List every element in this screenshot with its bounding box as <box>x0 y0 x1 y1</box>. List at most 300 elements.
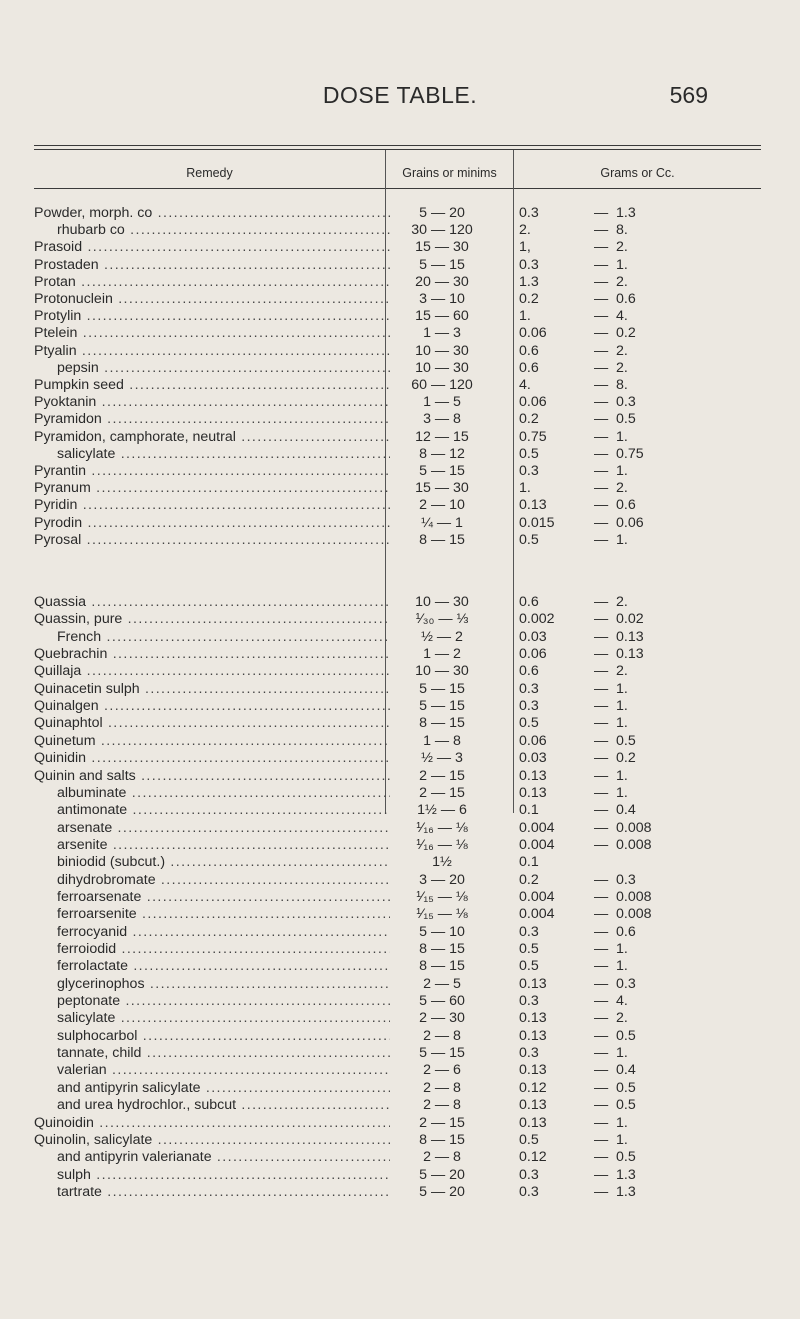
grams-low: 0.3 <box>519 698 539 715</box>
grains-dose: ¹⁄₁₆ — ⅛ <box>416 836 468 853</box>
range-dash: — <box>594 663 609 680</box>
remedy-name: Quinacetin sulph ..... <box>34 681 390 698</box>
grams-high: 1. <box>616 784 628 801</box>
table-row <box>0 768 800 785</box>
remedy-name: rhubarb co ..... <box>57 222 390 239</box>
table-row <box>0 343 800 360</box>
remedy-name: Powder, morph. co ..... <box>34 205 390 222</box>
table-row <box>0 1149 800 1166</box>
remedy-name: Quinoidin ..... <box>34 1115 390 1132</box>
grams-low: 0.12 <box>519 1079 547 1096</box>
grams-high: 0.2 <box>616 750 636 767</box>
grams-low: 1. <box>519 308 531 325</box>
running-title: DOSE TABLE. <box>322 82 478 108</box>
grains-dose: 1 — 2 <box>423 646 461 663</box>
grams-high: 1.3 <box>616 205 636 221</box>
range-dash: — <box>594 993 609 1010</box>
range-dash: — <box>594 342 609 359</box>
grains-dose: 5 — 20 <box>419 205 465 221</box>
table-row <box>0 715 800 732</box>
grams-high: 1. <box>616 428 628 445</box>
grams-low: 0.3 <box>519 1183 539 1200</box>
remedy-name: sulphocarbol ..... <box>57 1028 390 1045</box>
remedy-name: Pyrodin ..... <box>34 515 390 532</box>
grams-high: 1. <box>616 715 628 732</box>
range-dash: — <box>594 514 609 531</box>
grams-low: 0.06 <box>519 325 547 342</box>
table-row <box>0 360 800 377</box>
grams-high: 2. <box>616 273 628 290</box>
grams-high: 0.4 <box>616 802 636 819</box>
range-dash: — <box>594 325 609 342</box>
grams-high: 1. <box>616 941 628 957</box>
range-dash: — <box>594 732 609 749</box>
remedy-name: glycerinophos ..... <box>57 976 390 993</box>
table-row <box>0 274 800 291</box>
grams-low: 0.004 <box>519 819 555 836</box>
column-header-grains: Grains or minims <box>402 166 497 180</box>
range-dash: — <box>594 923 609 940</box>
remedy-name: albuminate ..... <box>57 785 390 802</box>
grams-high: 0.5 <box>616 1027 636 1044</box>
grains-dose: 8 — 12 <box>419 445 465 462</box>
grams-high: 1. <box>616 958 628 975</box>
remedy-name: French ..... <box>57 629 390 646</box>
grams-low: 0.13 <box>519 1027 547 1044</box>
range-dash: — <box>594 715 609 732</box>
range-dash: — <box>594 239 609 256</box>
table-row <box>0 698 800 715</box>
grams-low: 0.03 <box>519 628 547 645</box>
grams-low: 0.3 <box>519 923 539 940</box>
grams-low: 0.06 <box>519 732 547 749</box>
table-row <box>0 837 800 854</box>
grams-low: 1. <box>519 480 531 497</box>
grams-high: 0.4 <box>616 1062 636 1079</box>
range-dash: — <box>594 594 609 610</box>
grains-dose: 2 — 15 <box>419 1114 465 1131</box>
range-dash: — <box>594 1079 609 1096</box>
grams-low: 0.3 <box>519 993 539 1010</box>
table-row <box>0 257 800 274</box>
remedy-name: Ptyalin ..... <box>34 343 390 360</box>
grams-high: 0.008 <box>616 836 652 853</box>
grams-high: 0.5 <box>616 1149 636 1166</box>
grains-dose: 2 — 15 <box>419 767 465 784</box>
grains-dose: 1½ <box>432 854 452 871</box>
range-dash: — <box>594 958 609 975</box>
range-dash: — <box>594 1097 609 1114</box>
remedy-name: arsenite ..... <box>57 837 390 854</box>
grains-dose: 12 — 15 <box>415 428 469 445</box>
grams-low: 0.13 <box>519 1062 547 1079</box>
table-row <box>0 1010 800 1027</box>
grams-low: 0.03 <box>519 750 547 767</box>
grams-low: 0.002 <box>519 611 555 628</box>
table-row <box>0 976 800 993</box>
grams-high: 0.008 <box>616 906 652 923</box>
range-dash: — <box>594 480 609 497</box>
range-dash: — <box>594 1131 609 1148</box>
grams-high: 0.06 <box>616 514 644 531</box>
grams-low: 2. <box>519 222 531 239</box>
grains-dose: ¹⁄₁₆ — ⅛ <box>416 819 468 836</box>
grains-dose: 2 — 6 <box>423 1062 461 1079</box>
grams-low: 0.12 <box>519 1149 547 1166</box>
remedy-name: Prostaden ..... <box>34 257 390 274</box>
range-dash: — <box>594 445 609 462</box>
table-row <box>0 594 800 611</box>
grams-high: 0.6 <box>616 291 636 307</box>
grains-dose: 2 — 30 <box>419 1010 465 1027</box>
table-row <box>0 532 800 549</box>
grams-high: 2. <box>616 594 628 610</box>
range-dash: — <box>594 1027 609 1044</box>
grains-dose: 8 — 15 <box>419 715 465 732</box>
grams-low: 0.2 <box>519 871 539 888</box>
table-row <box>0 993 800 1010</box>
grains-dose: 8 — 15 <box>419 1131 465 1148</box>
range-dash: — <box>594 1183 609 1200</box>
grams-high: 0.5 <box>616 1097 636 1114</box>
table-row <box>0 463 800 480</box>
grams-low: 0.5 <box>519 445 539 462</box>
grams-high: 8. <box>616 377 628 393</box>
table-row <box>0 325 800 342</box>
table-row <box>0 222 800 239</box>
grams-low: 0.1 <box>519 854 539 871</box>
range-dash: — <box>594 205 609 221</box>
grains-dose: 10 — 30 <box>415 663 469 680</box>
grams-low: 0.13 <box>519 1097 547 1114</box>
table-row <box>0 663 800 680</box>
table-row <box>0 750 800 767</box>
remedy-name: Protonuclein ..... <box>34 291 390 308</box>
remedy-name: biniodid (subcut.) ..... <box>57 854 390 871</box>
grams-low: 4. <box>519 377 531 393</box>
table-row <box>0 681 800 698</box>
grains-dose: ¼ — 1 <box>421 514 463 531</box>
remedy-name: sulph ..... <box>57 1167 390 1184</box>
remedy-name: Pyridin ..... <box>34 497 390 514</box>
range-dash: — <box>594 750 609 767</box>
remedy-name: Quinolin, salicylate ..... <box>34 1132 390 1149</box>
range-dash: — <box>594 1149 609 1166</box>
range-dash: — <box>594 611 609 628</box>
range-dash: — <box>594 802 609 819</box>
grams-high: 2. <box>616 342 628 359</box>
range-dash: — <box>594 767 609 784</box>
table-row <box>0 924 800 941</box>
remedy-name: salicylate ..... <box>57 446 390 463</box>
grams-low: 0.13 <box>519 767 547 784</box>
grams-high: 0.2 <box>616 325 636 342</box>
remedy-name: Protylin ..... <box>34 308 390 325</box>
range-dash: — <box>594 394 609 411</box>
grains-dose: 2 — 10 <box>419 497 465 514</box>
remedy-name: Pyrosal ..... <box>34 532 390 549</box>
grams-high: 0.3 <box>616 871 636 888</box>
grams-low: 0.3 <box>519 256 539 273</box>
grains-dose: 8 — 15 <box>419 941 465 957</box>
grams-low: 0.6 <box>519 663 539 680</box>
grams-low: 0.2 <box>519 291 539 307</box>
grams-high: 2. <box>616 663 628 680</box>
grains-dose: 2 — 15 <box>419 784 465 801</box>
range-dash: — <box>594 1062 609 1079</box>
grams-high: 0.3 <box>616 975 636 992</box>
table-row <box>0 480 800 497</box>
range-dash: — <box>594 888 609 905</box>
range-dash: — <box>594 359 609 376</box>
grains-dose: ½ — 2 <box>421 628 463 645</box>
grams-low: 1.3 <box>519 273 539 290</box>
header-bottom-rule <box>34 188 761 189</box>
table-row <box>0 497 800 514</box>
remedy-name: dihydrobromate ..... <box>57 872 390 889</box>
column-header-remedy: Remedy <box>186 166 233 180</box>
table-row <box>0 239 800 256</box>
table-row <box>0 872 800 889</box>
remedy-name: Quinetum ..... <box>34 733 390 750</box>
remedy-name: Pyoktanin ..... <box>34 394 390 411</box>
grains-dose: 10 — 30 <box>415 594 469 610</box>
grains-dose: 3 — 10 <box>419 291 465 307</box>
grains-dose: 5 — 20 <box>419 1183 465 1200</box>
table-row <box>0 906 800 923</box>
grams-high: 0.3 <box>616 394 636 411</box>
table-row <box>0 1097 800 1114</box>
grains-dose: 5 — 20 <box>419 1166 465 1183</box>
grams-high: 0.75 <box>616 445 644 462</box>
grams-high: 1. <box>616 767 628 784</box>
remedy-name: Pyrantin ..... <box>34 463 390 480</box>
grams-high: 0.02 <box>616 611 644 628</box>
grams-low: 0.004 <box>519 888 555 905</box>
range-dash: — <box>594 308 609 325</box>
grams-high: 1. <box>616 1131 628 1148</box>
grains-dose: 3 — 8 <box>423 411 461 428</box>
remedy-name: and antipyrin valerianate ..... <box>57 1149 390 1166</box>
grains-dose: 5 — 15 <box>419 256 465 273</box>
grams-high: 1.3 <box>616 1166 636 1183</box>
grains-dose: 60 — 120 <box>411 377 473 393</box>
grams-low: 0.3 <box>519 463 539 479</box>
table-row <box>0 446 800 463</box>
table-row <box>0 308 800 325</box>
grains-dose: 8 — 15 <box>419 531 465 548</box>
grams-low: 0.015 <box>519 514 555 531</box>
grains-dose: 5 — 10 <box>419 923 465 940</box>
remedy-name: Pumpkin seed ..... <box>34 377 390 394</box>
grains-dose: 20 — 30 <box>415 273 469 290</box>
grains-dose: 15 — 30 <box>415 480 469 497</box>
grams-low: 0.13 <box>519 497 547 514</box>
remedy-name: Pyranum ..... <box>34 480 390 497</box>
table-row <box>0 1028 800 1045</box>
table-row <box>0 941 800 958</box>
range-dash: — <box>594 411 609 428</box>
grams-high: 1. <box>616 1045 628 1062</box>
range-dash: — <box>594 1166 609 1183</box>
grams-low: 0.75 <box>519 428 547 445</box>
range-dash: — <box>594 836 609 853</box>
grams-low: 0.1 <box>519 802 539 819</box>
grains-dose: 5 — 15 <box>419 680 465 697</box>
remedy-name: tannate, child ..... <box>57 1045 390 1062</box>
grams-low: 0.6 <box>519 359 539 376</box>
remedy-name: valerian ..... <box>57 1062 390 1079</box>
range-dash: — <box>594 291 609 307</box>
table-row <box>0 629 800 646</box>
grains-dose: 5 — 15 <box>419 1045 465 1062</box>
grams-high: 8. <box>616 222 628 239</box>
remedy-name: Protan ..... <box>34 274 390 291</box>
grams-low: 0.13 <box>519 784 547 801</box>
grains-dose: 15 — 30 <box>415 239 469 256</box>
grams-high: 0.5 <box>616 732 636 749</box>
grams-low: 0.06 <box>519 394 547 411</box>
grams-high: 4. <box>616 993 628 1010</box>
grains-dose: 1½ — 6 <box>417 802 467 819</box>
grains-dose: 3 — 20 <box>419 871 465 888</box>
grams-high: 1. <box>616 698 628 715</box>
grains-dose: 2 — 8 <box>423 1079 461 1096</box>
grains-dose: 15 — 60 <box>415 308 469 325</box>
grains-dose: ¹⁄₁₅ — ⅛ <box>416 888 468 905</box>
grams-low: 0.13 <box>519 975 547 992</box>
grains-dose: ¹⁄₃₀ — ⅓ <box>415 611 469 628</box>
remedy-name: ferrolactate ..... <box>57 958 390 975</box>
grams-high: 2. <box>616 1010 628 1027</box>
table-row <box>0 611 800 628</box>
grams-low: 0.3 <box>519 205 539 221</box>
range-dash: — <box>594 256 609 273</box>
range-dash: — <box>594 531 609 548</box>
table-row <box>0 1167 800 1184</box>
remedy-name: arsenate ..... <box>57 820 390 837</box>
grains-dose: 5 — 60 <box>419 993 465 1010</box>
grains-dose: 30 — 120 <box>411 222 473 239</box>
range-dash: — <box>594 941 609 957</box>
remedy-name: and urea hydrochlor., subcut ..... <box>57 1097 390 1114</box>
range-dash: — <box>594 698 609 715</box>
grains-dose: 2 — 8 <box>423 1027 461 1044</box>
remedy-name: and antipyrin salicylate ..... <box>57 1080 390 1097</box>
column-header-grams: Grams or Cc. <box>600 166 675 180</box>
table-row <box>0 291 800 308</box>
remedy-name: Prasoid ..... <box>34 239 390 256</box>
table-row <box>0 854 800 871</box>
table-row <box>0 411 800 428</box>
grams-low: 0.06 <box>519 646 547 663</box>
grams-low: 0.3 <box>519 1045 539 1062</box>
table-row <box>0 889 800 906</box>
grams-high: 1. <box>616 531 628 548</box>
range-dash: — <box>594 628 609 645</box>
grains-dose: 1 — 5 <box>423 394 461 411</box>
grains-dose: 2 — 8 <box>423 1149 461 1166</box>
table-row <box>0 1080 800 1097</box>
range-dash: — <box>594 1010 609 1027</box>
grams-low: 0.5 <box>519 531 539 548</box>
grams-high: 2. <box>616 480 628 497</box>
table-row <box>0 820 800 837</box>
grams-low: 0.13 <box>519 1114 547 1131</box>
grams-high: 0.13 <box>616 646 644 663</box>
grams-high: 0.5 <box>616 411 636 428</box>
table-row <box>0 802 800 819</box>
grains-dose: 5 — 15 <box>419 463 465 479</box>
grams-high: 1.3 <box>616 1183 636 1200</box>
remedy-name: Quebrachin ..... <box>34 646 390 663</box>
range-dash: — <box>594 819 609 836</box>
grains-dose: 2 — 5 <box>423 975 461 992</box>
table-top-rule-2 <box>34 149 761 150</box>
grains-dose: 5 — 15 <box>419 698 465 715</box>
range-dash: — <box>594 906 609 923</box>
table-row <box>0 1062 800 1079</box>
table-row <box>0 958 800 975</box>
grams-low: 0.2 <box>519 411 539 428</box>
remedy-name: pepsin ..... <box>57 360 390 377</box>
range-dash: — <box>594 1045 609 1062</box>
grains-dose: 1 — 3 <box>423 325 461 342</box>
remedy-name: Quillaja ..... <box>34 663 390 680</box>
grams-low: 0.004 <box>519 836 555 853</box>
grams-low: 0.13 <box>519 1010 547 1027</box>
remedy-name: ferroarsenate ..... <box>57 889 390 906</box>
grams-low: 0.6 <box>519 342 539 359</box>
remedy-name: Pyramidon ..... <box>34 411 390 428</box>
table-row <box>0 429 800 446</box>
table-row <box>0 205 800 222</box>
range-dash: — <box>594 646 609 663</box>
remedy-name: Quinaphtol ..... <box>34 715 390 732</box>
grams-high: 0.6 <box>616 923 636 940</box>
page-number: 569 <box>669 82 708 108</box>
remedy-name: Quassia ..... <box>34 594 390 611</box>
remedy-name: antimonate ..... <box>57 802 390 819</box>
grams-high: 1. <box>616 1114 628 1131</box>
grams-high: 0.008 <box>616 888 652 905</box>
range-dash: — <box>594 273 609 290</box>
grains-dose: 2 — 8 <box>423 1097 461 1114</box>
grams-high: 4. <box>616 308 628 325</box>
grams-low: 0.5 <box>519 958 539 975</box>
table-row <box>0 1045 800 1062</box>
range-dash: — <box>594 975 609 992</box>
range-dash: — <box>594 463 609 479</box>
range-dash: — <box>594 222 609 239</box>
grains-dose: 8 — 15 <box>419 958 465 975</box>
range-dash: — <box>594 497 609 514</box>
range-dash: — <box>594 871 609 888</box>
grams-low: 1, <box>519 239 531 256</box>
table-row <box>0 377 800 394</box>
grains-dose: 10 — 30 <box>415 342 469 359</box>
remedy-name: peptonate ..... <box>57 993 390 1010</box>
table-row <box>0 1115 800 1132</box>
grams-high: 0.008 <box>616 819 652 836</box>
table-row <box>0 515 800 532</box>
grams-high: 2. <box>616 359 628 376</box>
remedy-name: salicylate ..... <box>57 1010 390 1027</box>
remedy-name: ferroiodid ..... <box>57 941 390 958</box>
remedy-name: ferroarsenite ..... <box>57 906 390 923</box>
grains-dose: 1 — 8 <box>423 732 461 749</box>
range-dash: — <box>594 377 609 393</box>
